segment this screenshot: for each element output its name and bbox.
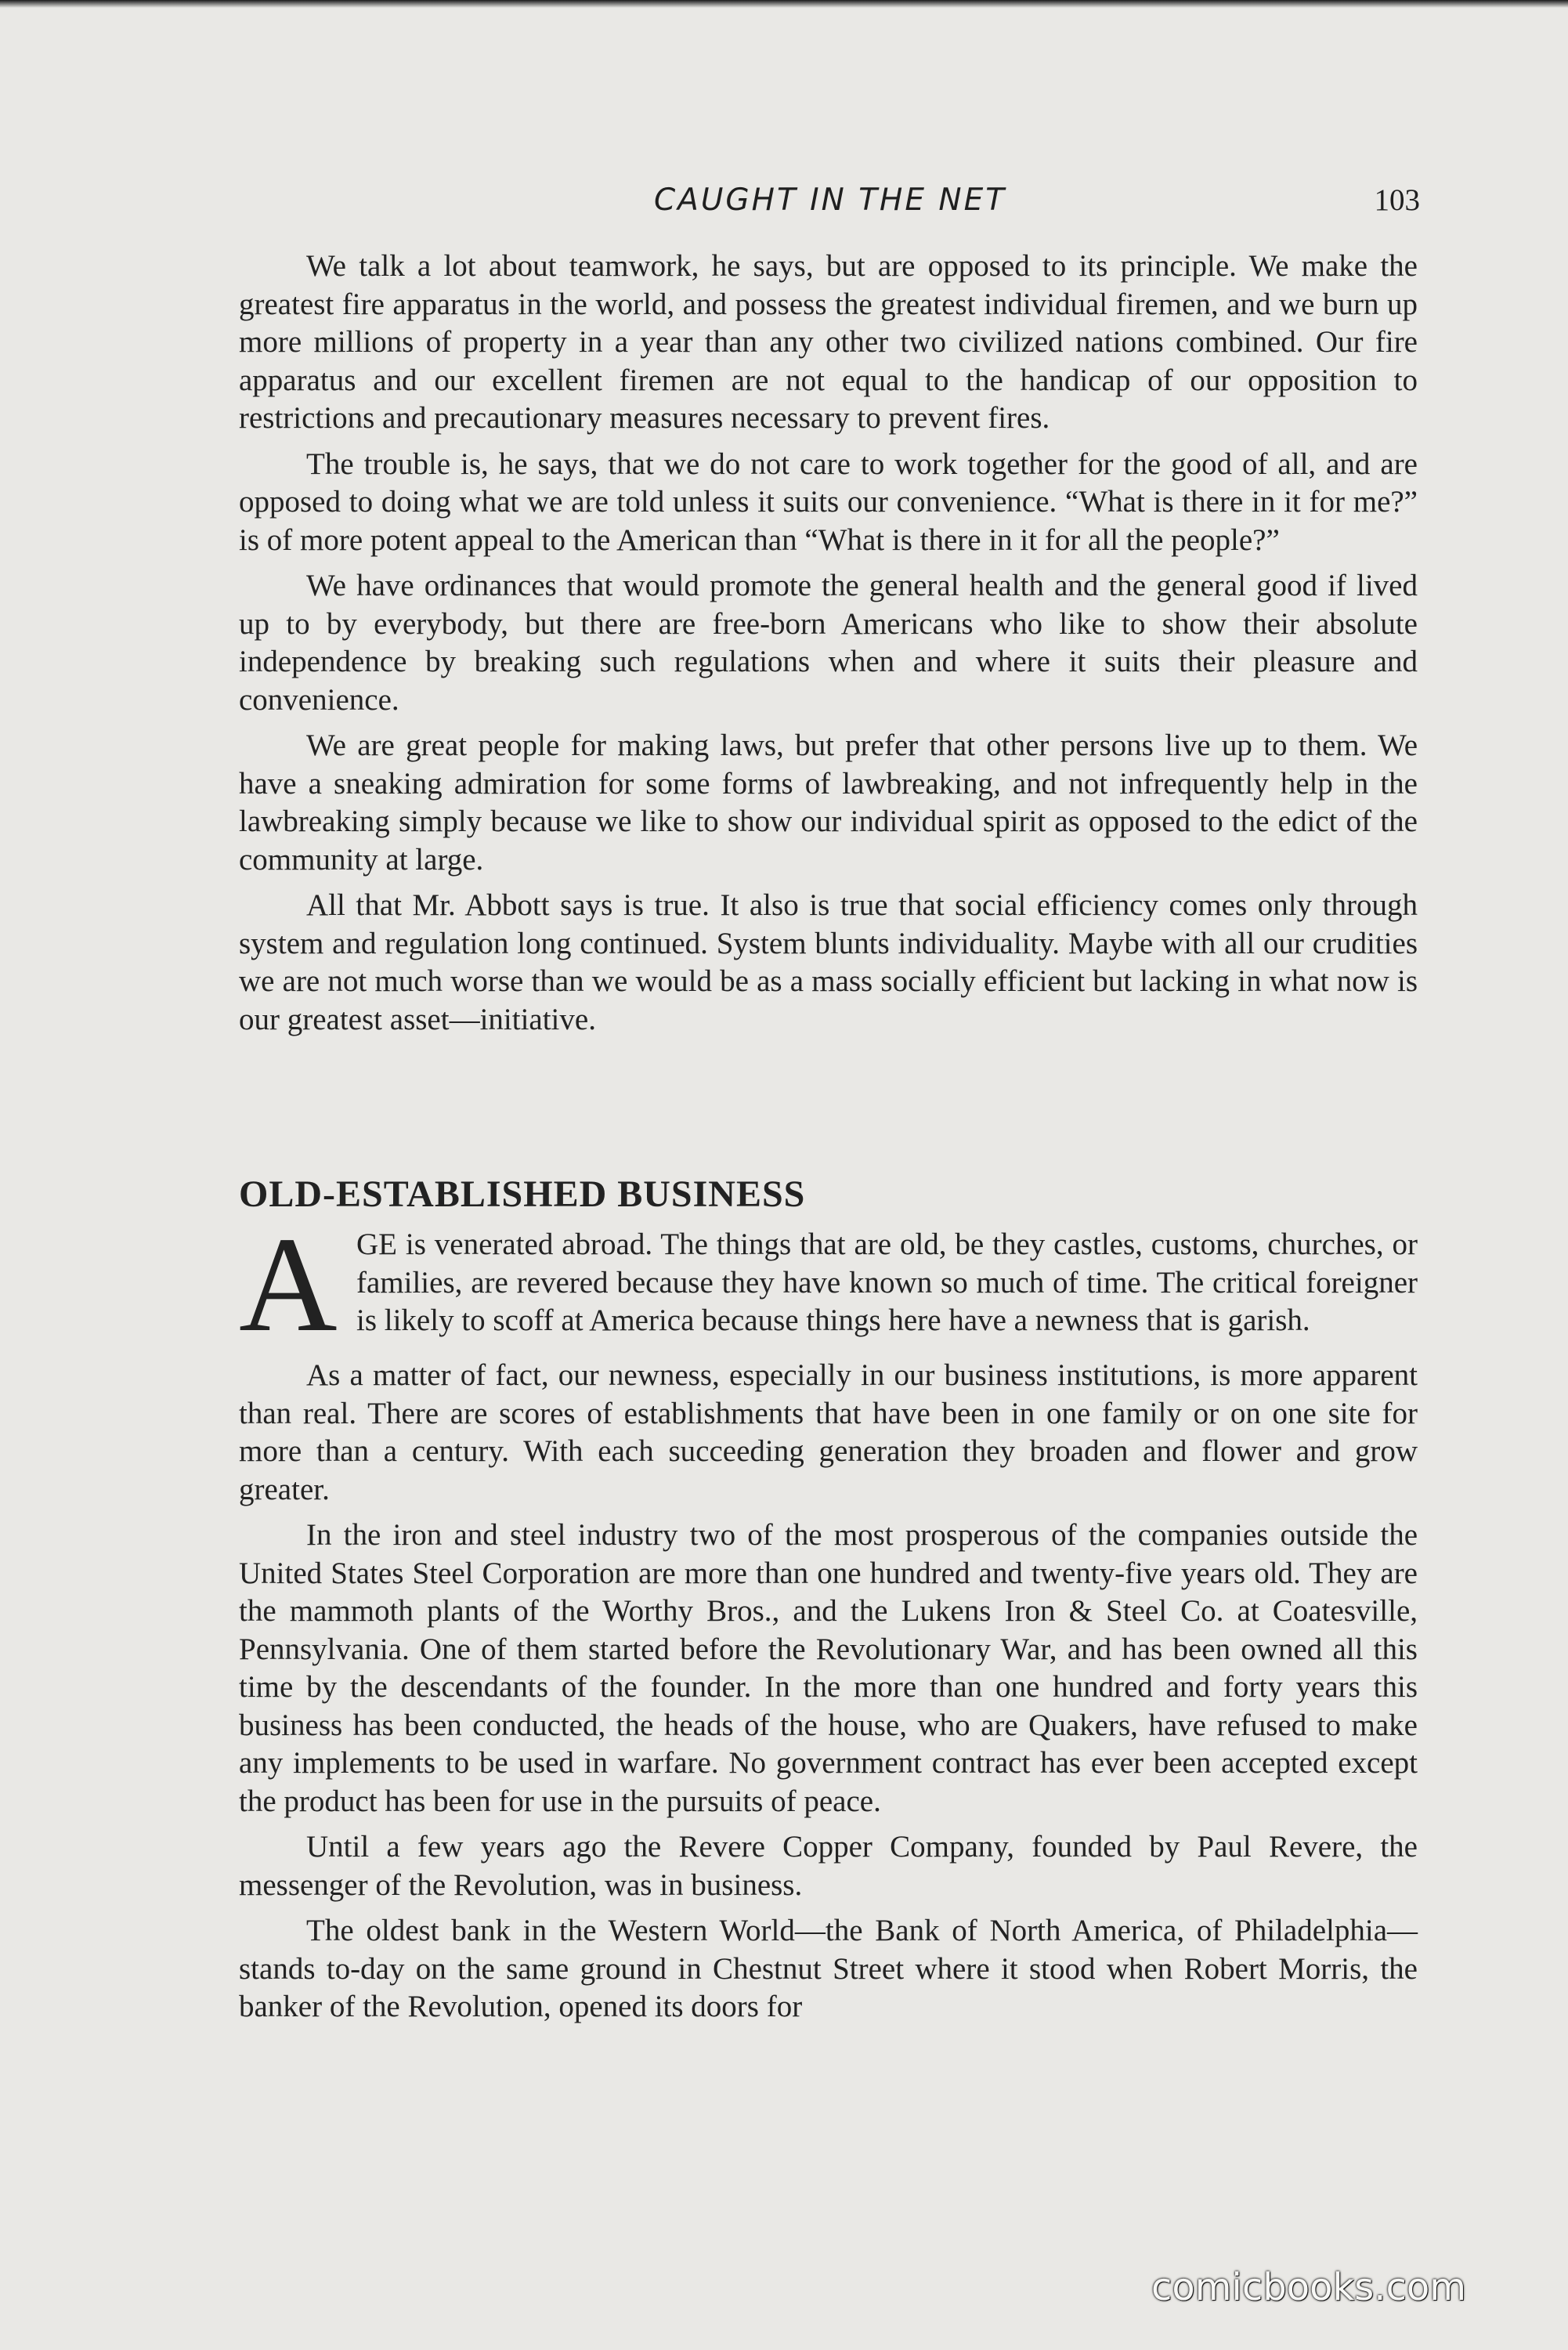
scan-top-shadow xyxy=(0,0,1568,8)
body-paragraph: We have ordinances that would promote the general health and the general good if lived up to by everybody, but there are free-born Americans who like to show their absolute independence by breaking such regulations when and where it suits their pleasure and convenience. xyxy=(239,569,1418,717)
body-paragraph: We talk a lot about teamwork, he says, but are opposed to its principle. We make the greatest fire apparatus in the world, and possess the greatest individual firemen, and we burn up more millions of property in a year than any other two civilized nations combined. Our fire apparatus and our excellent firemen are not equal to the handicap of our opposition to restrictions and precautionary measures necessary to prevent fires. xyxy=(239,249,1418,435)
body-paragraph: Until a few years ago the Revere Copper Company, founded by Paul Revere, the messenger of the Revolution, was in business. xyxy=(239,1830,1418,1902)
body-paragraph: In the iron and steel industry two of the most prosperous of the companies outside the United States Steel Corporation are more than one hundred and twenty-five years old. They are the mammoth plants of the Worthy Bros., and the Lukens Iron & Steel Co. at Coatesville, Pennsylvania. One of them started before the Revolutionary War, and has been owned all this time by the descendants of the founder. In the more than one hundred and forty years this business has been conducted, the heads of the house, who are Quakers, have refused to make any implements to be used in warfare. No government contract has ever been accepted except the product has been for use in the pursuits of peace. xyxy=(239,1518,1418,1818)
body-paragraph: As a matter of fact, our newness, especially in our business institutions, is more apparent than real. There are scores of establishments that have been in one family or on one site for more than a century. With each succeeding generation they broaden and flower and grow greater. xyxy=(239,1358,1418,1506)
dropcap-paragraph xyxy=(239,1226,1418,1349)
running-title: CAUGHT IN THE NET xyxy=(653,183,1007,218)
old-established-business-section xyxy=(239,1170,1418,2026)
drop-cap: A xyxy=(239,1226,338,1349)
essay-continuation xyxy=(239,248,1418,1039)
dropcap-paragraph-text: GE is venerated abroad. The things that are old, be they castles, customs, churches, or families, are revered because they have known so much of time. The critical foreigner is likely to scoff at America because things here have a newness that is garish. xyxy=(356,1227,1418,1337)
body-paragraph: We are great people for making laws, but prefer that other persons live up to them. We have a sneaking admiration for some forms of lawbreaking, and not infrequently help in the lawbreaking simply because we like to show our individual spirit as opposed to the edict of the community at large. xyxy=(239,728,1418,877)
source-watermark: comicbooks.com xyxy=(1151,2265,1467,2309)
body-paragraph: The trouble is, he says, that we do not care to work together for the good of all, and are opposed to doing what we are told unless it suits our convenience. “What is there in it for me?” is of more potent appeal to the American than “What is there in it for all the people?” xyxy=(239,446,1418,557)
section-heading: OLD-ESTABLISHED BUSINESS xyxy=(239,1173,806,1215)
body-paragraph: All that Mr. Abbott says is true. It also is true that social efficiency comes only through system and regulation long continued. System blunts individuality. Maybe with all our crudities we are not much worse than we would be as a mass socially efficient but lacking in what now is our greatest asset—initiative. xyxy=(239,888,1418,1036)
running-header xyxy=(0,177,1568,224)
body-paragraph: The oldest bank in the Western World—the Bank of North America, of Philadelphia—stands to-day on the same ground in Chestnut Street where it stood when Robert Morris, the banker of the Revolution, opened its doors for xyxy=(239,1914,1418,2023)
page-number: 103 xyxy=(1374,183,1420,217)
